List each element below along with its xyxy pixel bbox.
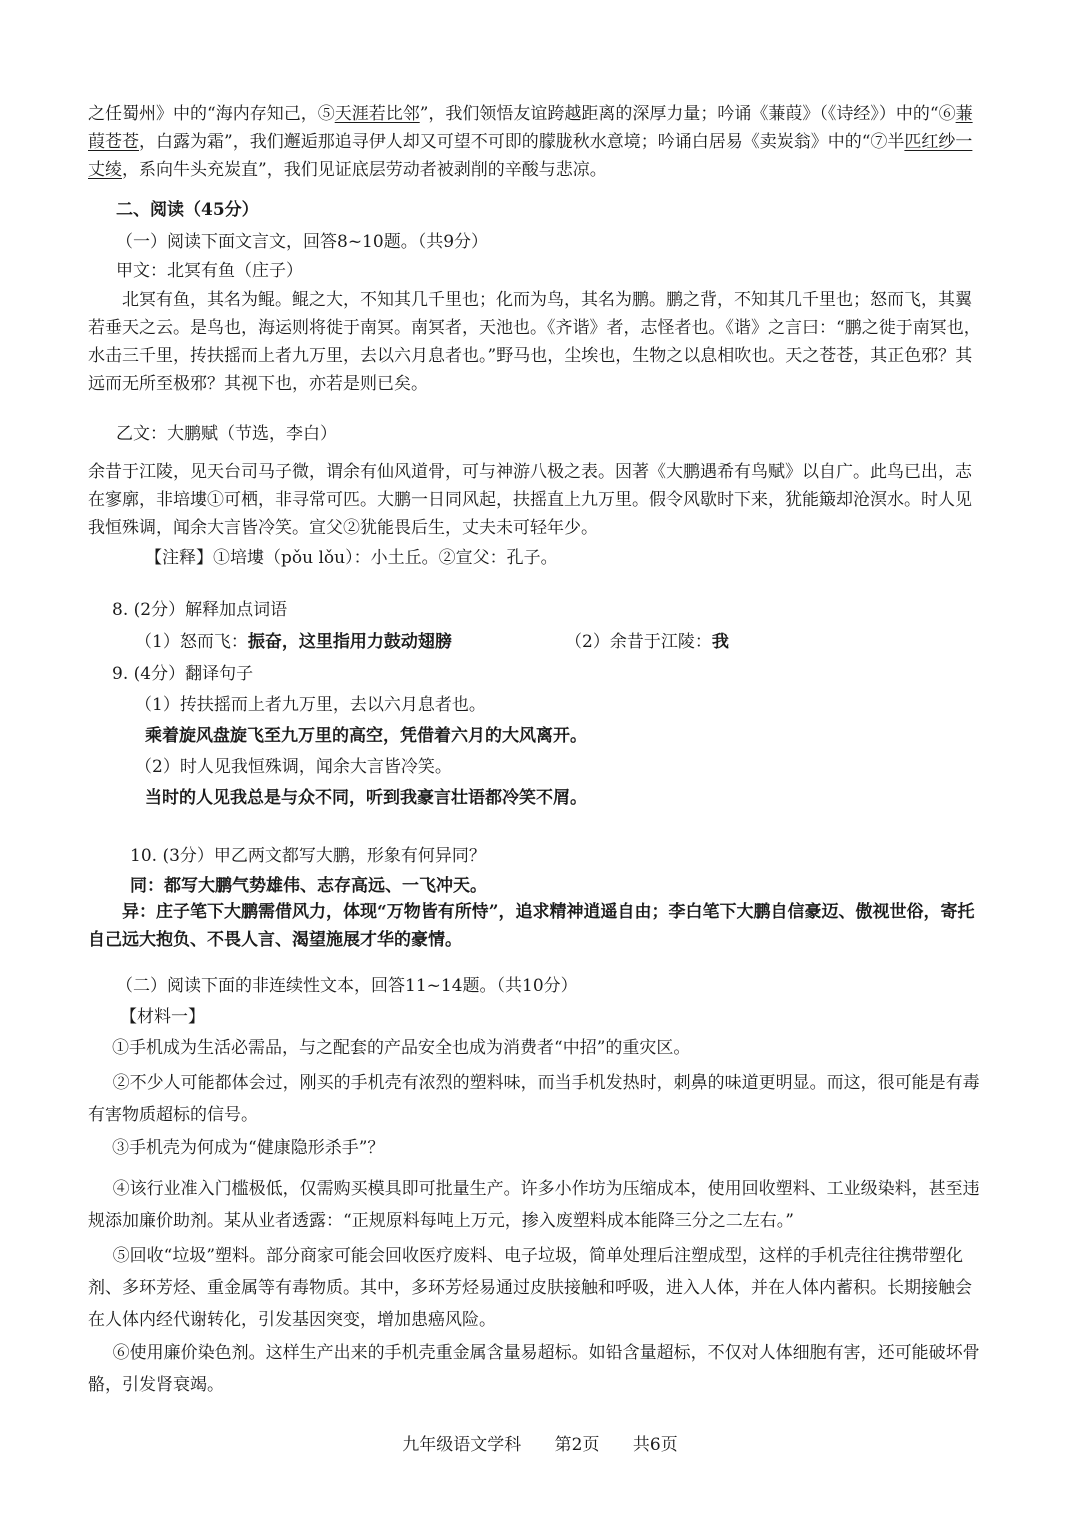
page-footer (0, 1430, 1080, 1455)
passage-yi-text: 余昔于江陵，见天台司马子微，谓余有仙风道骨，可与神游八极之表。因著《大鹏遇希有鸟赋》以自广。此鸟已出，志在寥廓，非培塿①可栖，非寻常可匹。大鹏一日同风起，扶摇直上九万里。假令风歇时下来，犹能簸却沧溟水。时人见我恒殊调，闻余大言皆冷笑。宣父②犹能畏后生，丈夫未可轻年少。 (88, 462, 972, 538)
q9-sentence-2: （2）时人见我恒殊调，闻余大言皆冷笑。 (135, 757, 452, 777)
material-1-title: 【材料一】 (120, 1007, 205, 1027)
answer-text: 振奋，这里指用力鼓动翅膀 (247, 632, 452, 652)
q9-sentence-1: （1）抟扶摇而上者九万里，去以六月息者也。 (135, 695, 486, 715)
footer-page-number: 第2页 (554, 1435, 600, 1455)
material-paragraph: ③手机壳为何成为“健康隐形杀手”？ (112, 1138, 385, 1158)
underlined-answer: 蒹葭苍苍 (88, 104, 973, 152)
question-10: 10. (3分）甲乙两文都写大鹏，形象有何异同？ (130, 846, 486, 866)
q10-answer-same: 同：都写大鹏气势雄伟、志存高远、一飞冲天。 (130, 876, 487, 896)
q9-answer-1: 乘着旋风盘旋飞至九万里的高空，凭借着六月的大风离开。 (145, 726, 587, 746)
q10-answer-diff: 异：庄子笔下大鹏需借风力，体现“万物皆有所恃”，追求精神逍遥自由；李白笔下大鹏自信豪迈、傲视世俗，寄托自己远大抱负、不畏人言、渴望施展才华的豪情。 (88, 902, 975, 950)
annotation-note: 【注释】①培塿（pǒu lǒu）：小土丘。②宣父：孔子。 (145, 548, 558, 568)
material-paragraph: ⑤回收“垃圾”塑料。部分商家可能会回收医疗废料、电子垃圾，简单处理后注塑成型，这样的手机壳往往携带塑化剂、多环芳烃、重金属等有毒物质。其中，多环芳烃易通过皮肤接触和呼吸，进入人体，并在人体内蓄积。长期接触会在人体内经代谢转化，引发基因突变，增加患癌风险。 (88, 1246, 972, 1330)
footer-total-pages: 共6页 (632, 1435, 678, 1455)
passage-jia-text: 北冥有鱼，其名为鲲。鲲之大，不知其几千里也；化而为鸟，其名为鹏。鹏之背，不知其几千里也；怒而飞，其翼若垂天之云。是鸟也，海运则将徙于南冥。南冥者，天池也。《齐谐》者，志怪者也。《谐》之言曰：“鹏之徙于南冥也，水击三千里，抟扶摇而上者九万里，去以六月息者也。”野马也，尘埃也，生物之以息相吹也。天之苍苍，其正色邪？其远而无所至极邪？其视下也，亦若是则已矣。 (88, 290, 981, 394)
material-paragraph: ②不少人可能都体会过，刚买的手机壳有浓烈的塑料味，而当手机发热时，刺鼻的味道更明显。而这，很可能是有毒有害物质超标的信号。 (88, 1073, 980, 1125)
answer-text: 我 (711, 632, 729, 652)
q8-item-2: （2）余昔于江陵：我 (565, 632, 729, 652)
material-paragraph: ⑥使用廉价染色剂。这样生产出来的手机壳重金属含量易超标。如铅含量超标，不仅对人体细胞有害，还可能破坏骨骼，引发肾衰竭。 (88, 1343, 980, 1395)
section-heading: 二、阅读（45分） (116, 200, 259, 220)
part-intro: （二）阅读下面的非连续性文本，回答11~14题。（共10分） (116, 976, 578, 996)
q8-item-1: （1）怒而飞：振奋，这里指用力鼓动翅膀 (135, 632, 452, 652)
passage-yi-title: 乙文：大鹏赋（节选，李白） (116, 424, 337, 444)
underlined-answer: 匹红纱一丈绫 (88, 132, 973, 180)
footer-subject: 九年级语文学科 (402, 1435, 522, 1455)
question-9: 9. (4分）翻译句子 (112, 664, 254, 684)
q9-answer-2: 当时的人见我总是与众不同，听到我豪言壮语都冷笑不屑。 (145, 788, 587, 808)
poetry-appreciation-paragraph: 之任蜀州》中的“海内存知己，⑤天涯若比邻”，我们领悟友谊跨越距离的深厚力量；吟诵《蒹葭》（《诗经》）中的“⑥蒹葭苍苍，白露为霜”，我们邂逅那追寻伊人却又可望不可即的朦胧秋水意境；吟诵白居易《卖炭翁》中的“⑦半匹红纱一丈绫，系向牛头充炭直”，我们见证底层劳动者被剥削的辛酸与悲凉。 (88, 104, 973, 180)
part-intro: （一）阅读下面文言文，回答8~10题。（共9分） (116, 232, 489, 252)
passage-jia-title: 甲文：北冥有鱼（庄子） (116, 261, 303, 281)
underlined-answer: 天涯若比邻 (334, 104, 420, 124)
material-paragraph: ④该行业准入门槛极低，仅需购买模具即可批量生产。许多小作坊为压缩成本，使用回收塑料、工业级染料，甚至违规添加廉价助剂。某从业者透露：“正规原料每吨上万元，掺入废塑料成本能降三分之二左右。” (88, 1179, 980, 1231)
material-paragraph: ①手机成为生活必需品，与之配套的产品安全也成为消费者“中招”的重灾区。 (112, 1038, 691, 1058)
question-8: 8. (2分）解释加点词语 (112, 600, 288, 620)
